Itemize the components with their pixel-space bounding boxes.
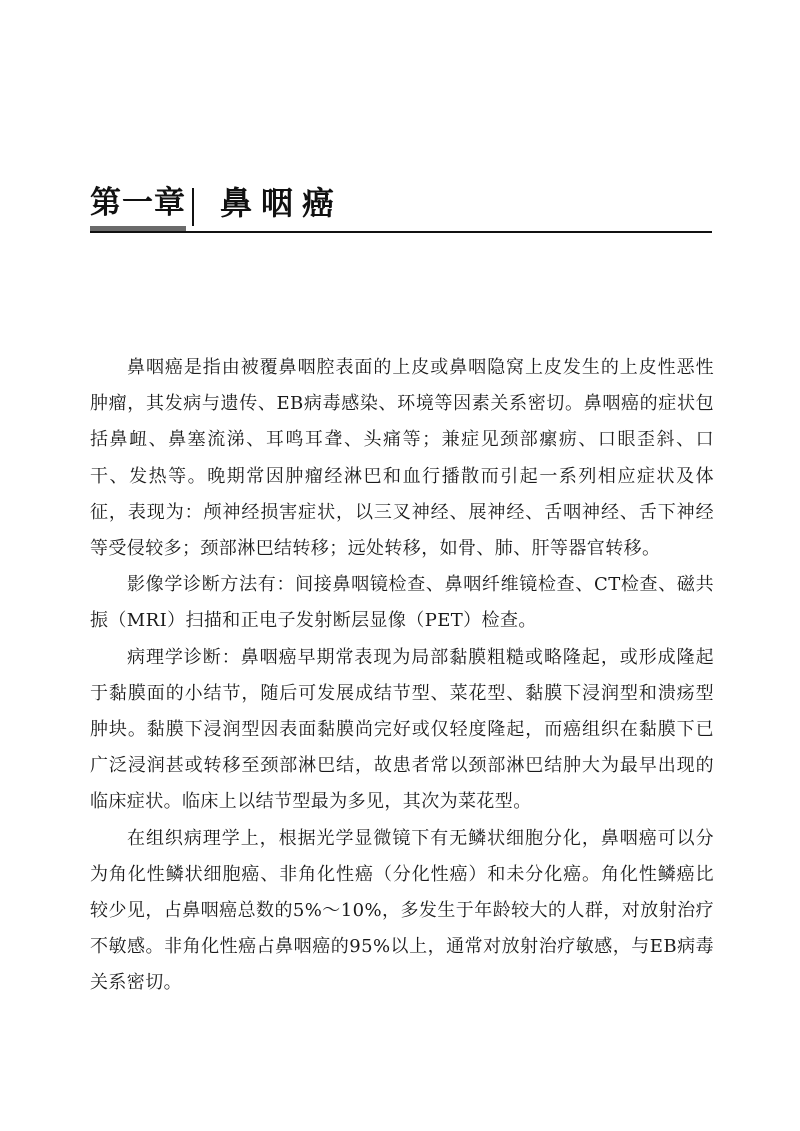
paragraph-histology: 在组织病理学上，根据光学显微镜下有无鳞状细胞分化，鼻咽癌可以分为角化性鳞状细胞癌、非角化性癌（分化性癌）和未分化癌。角化性鳞癌比较少见，占鼻咽癌总数的5%～10%，多发生于年龄较大的人群，对放射治疗不敏感。非角化性癌占鼻咽癌的95%以上，通常对放射治疗敏感，与EB病毒关系密切。: [90, 827, 714, 994]
paragraph-pathology: 病理学诊断：鼻咽癌早期常表现为局部黏膜粗糙或略隆起，或形成隆起于黏膜面的小结节，随后可发展成结节型、菜花型、黏膜下浸润型和溃疡型肿块。黏膜下浸润型因表面黏膜尚完好或仅轻度隆起，而癌组织在黏膜下已广泛浸润甚或转移至颈部淋巴结，故患者常以颈部淋巴结肿大为最早出现的临床症状。临床上以结节型最为多见，其次为菜花型。: [90, 646, 714, 813]
header-rule: [90, 231, 712, 233]
chapter-title: 鼻咽癌: [220, 184, 344, 222]
chapter-divider: [192, 188, 194, 226]
paragraph-imaging: 影像学诊断方法有：间接鼻咽镜检查、鼻咽纤维镜检查、CT检查、磁共振（MRI）扫描和正电子发射断层显像（PET）检查。: [90, 574, 714, 632]
chapter-header: [90, 180, 712, 236]
chapter-label: 第一章: [90, 185, 186, 221]
body-text: [90, 350, 714, 1002]
paragraph-definition: 鼻咽癌是指由被覆鼻咽腔表面的上皮或鼻咽隐窝上皮发生的上皮性恶性肿瘤，其发病与遗传、EB病毒感染、环境等因素关系密切。鼻咽癌的症状包括鼻衄、鼻塞流涕、耳鸣耳聋、头痛等；兼症见颈部瘰疬、口眼歪斜、口干、发热等。晚期常因肿瘤经淋巴和血行播散而引起一系列相应症状及体征，表现为：颅神经损害症状，以三叉神经、展神经、舌咽神经、舌下神经等受侵较多；颈部淋巴结转移；远处转移，如骨、肺、肝等器官转移。: [90, 357, 714, 560]
